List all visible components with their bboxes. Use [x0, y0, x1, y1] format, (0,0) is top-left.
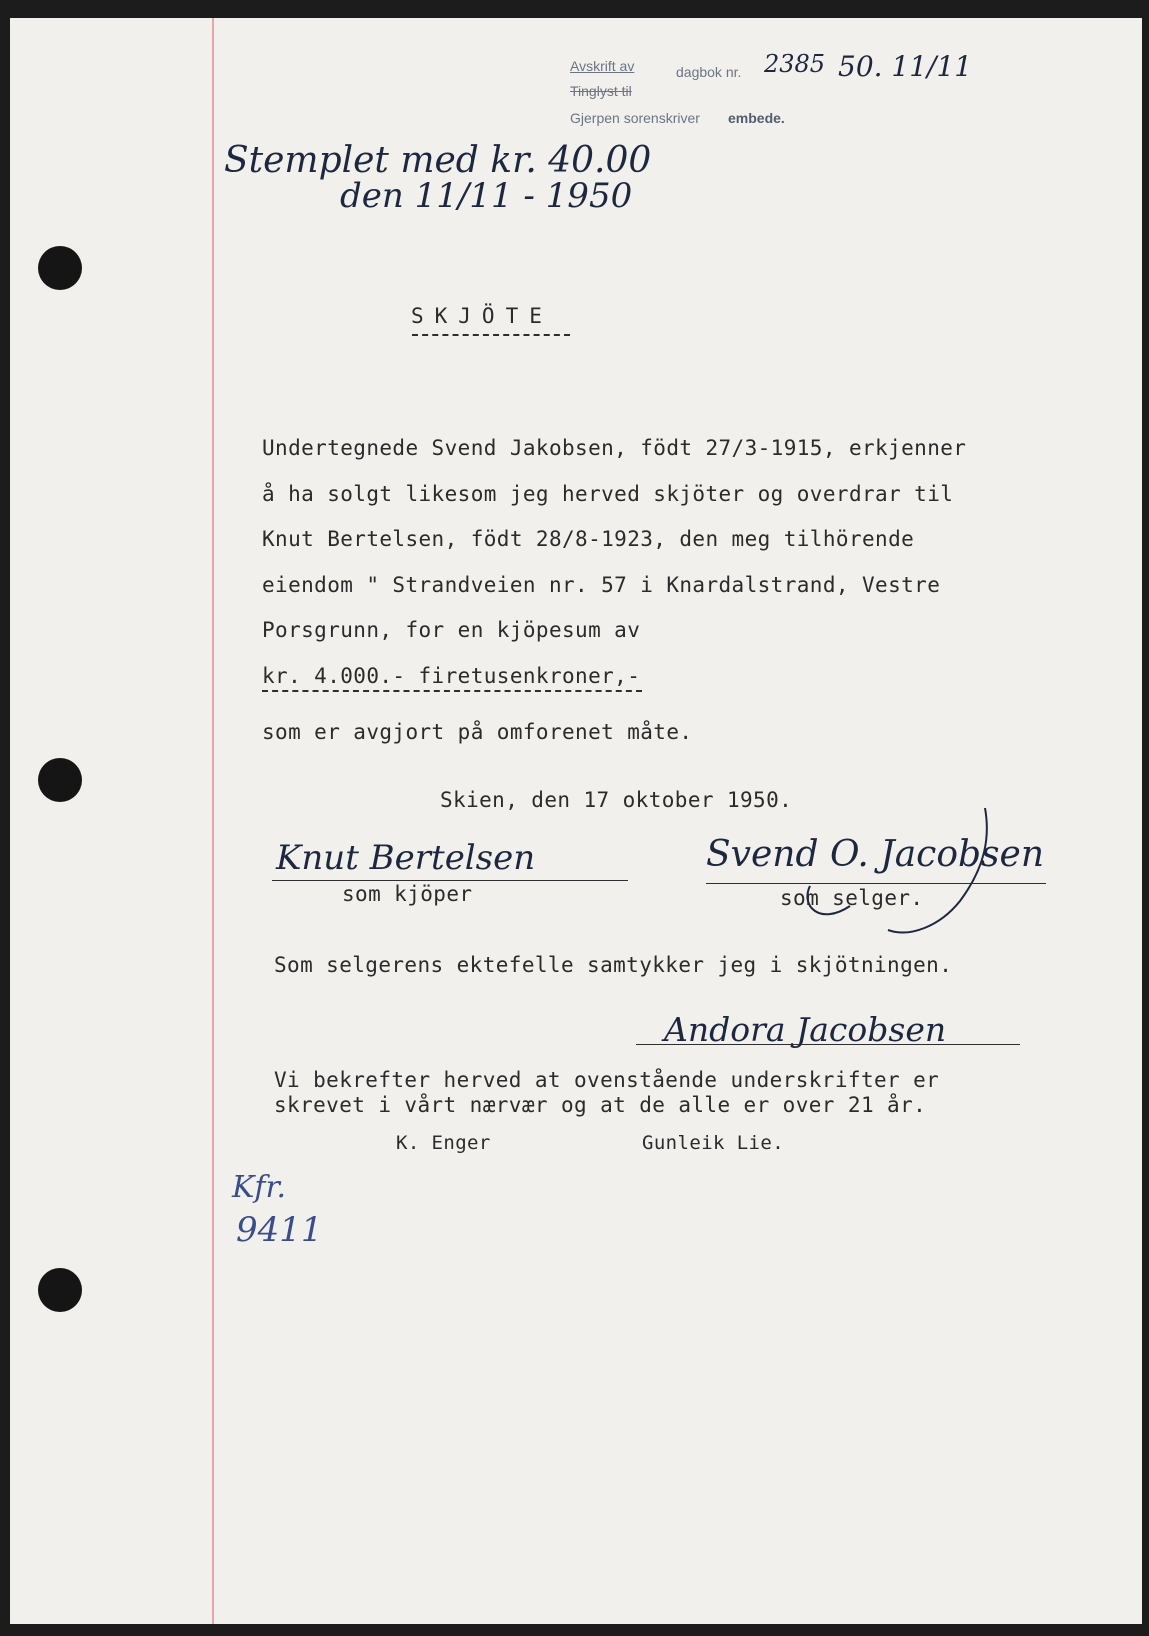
seller-role: som selger. — [780, 886, 924, 910]
document-title: SKJÖTE — [411, 304, 553, 328]
body-line: Knut Bertelsen, födt 28/8-1923, den meg tilhörende — [262, 527, 915, 551]
seller-signature: Svend O. Jacobsen — [706, 834, 1045, 875]
spouse-signature: Andora Jacobsen — [664, 1010, 947, 1049]
stamp-line2: Tinglyst til — [570, 83, 632, 99]
witness-statement: skrevet i vårt nærvær og at de alle er over 21 år. — [274, 1093, 927, 1117]
punch-hole — [38, 758, 82, 802]
buyer-role: som kjöper — [342, 882, 473, 906]
margin-line — [212, 18, 214, 1624]
punch-hole — [38, 246, 82, 290]
handwritten-note-line1: Stemplet med kr. 40.00 — [224, 140, 652, 181]
body-line: eiendom " Strandveien nr. 57 i Knardalstrand, Vestre — [262, 573, 941, 597]
dagbok-date: 50. 11/11 — [838, 50, 973, 83]
witness-name: K. Enger — [396, 1132, 491, 1154]
margin-note-line2: 9411 — [236, 1210, 323, 1250]
body-line: å ha solgt likesom jeg herved skjöter og overdrar til — [262, 482, 954, 506]
dagbok-number: 2385 — [764, 50, 826, 78]
spouse-signature-line — [636, 1044, 1020, 1045]
margin-note-line1: Kfr. — [232, 1170, 287, 1205]
seller-signature-line — [706, 883, 1046, 884]
body-line: Porsgrunn, for en kjöpesum av — [262, 618, 641, 642]
punch-hole — [38, 1268, 82, 1312]
stamp-line1-prefix: Avskrift av — [570, 58, 635, 74]
stamp-line3-suffix: embede. — [728, 110, 785, 126]
body-line: som er avgjort på omforenet måte. — [262, 720, 693, 744]
buyer-signature-line — [272, 880, 628, 881]
witness-statement: Vi bekrefter herved at ovenstående underskrifter er — [274, 1068, 940, 1092]
buyer-signature: Knut Bertelsen — [276, 838, 536, 878]
price-underline — [262, 690, 642, 692]
stamp-line3-prefix: Gjerpen sorenskriver — [570, 110, 700, 126]
spouse-consent: Som selgerens ektefelle samtykker jeg i skjötningen. — [274, 953, 953, 977]
purchase-price: kr. 4.000.- firetusenkroner,- — [262, 664, 641, 688]
title-underline — [412, 334, 570, 336]
stamp-line1-mid: dagbok nr. — [676, 64, 742, 80]
witness-name: Gunleik Lie. — [642, 1132, 785, 1154]
handwritten-note-line2: den 11/11 - 1950 — [340, 176, 633, 216]
body-line: Undertegnede Svend Jakobsen, födt 27/3-1915, erkjenner — [262, 436, 967, 460]
place-date: Skien, den 17 oktober 1950. — [440, 788, 793, 812]
seller-signature-flourish — [790, 806, 1030, 946]
